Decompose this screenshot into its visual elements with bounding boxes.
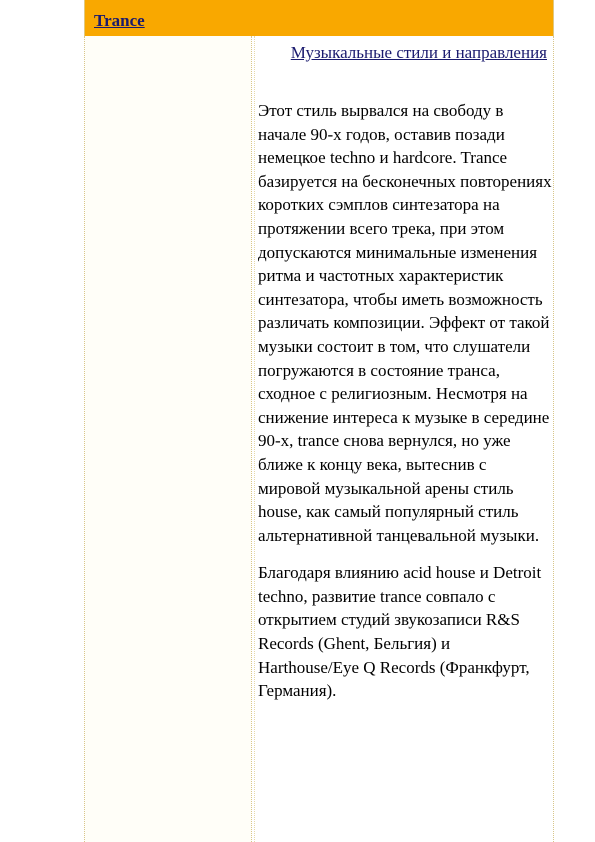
article-paragraph-1: Этот стиль вырвался на свободу в начале 90-х годов, оставив позади немецкое techno и hardcore. Trance базируется на бесконечных повторениях коротких сэмплов синтезатора на протяжении всего трека, при этом допускаются минимальные изменения ритма и частотных характеристик синтезатора, чтобы иметь возможность различать композиции. Эффект от такой музыки состоит в том, что слушатели погружаются в состояние транса, сходное с религиозным. Несмотря на снижение интереса к музыке в середине 90-х, trance снова вернулся, но уже ближе к концу века, вытеснив с мировой музыкальной арены стиль house, как самый популярный стиль альтернативной танцевальной музыки. — [258, 101, 552, 545]
trance-title-link[interactable]: Trance — [94, 11, 145, 30]
article-cell — [254, 36, 554, 842]
left-empty-cell — [84, 36, 252, 842]
music-styles-link[interactable]: Музыкальные стили и направления — [290, 43, 547, 62]
article-paragraph-2: Благодаря влиянию acid house и Detroit techno, развитие trance совпало с открытием студий звукозаписи R&S Records (Ghent, Бельгия) и Harthouse/Eye Q Records (Франкфурт, Германия). — [258, 563, 542, 701]
header-bar — [84, 0, 554, 36]
page-table — [84, 0, 554, 842]
article-content — [258, 99, 552, 717]
